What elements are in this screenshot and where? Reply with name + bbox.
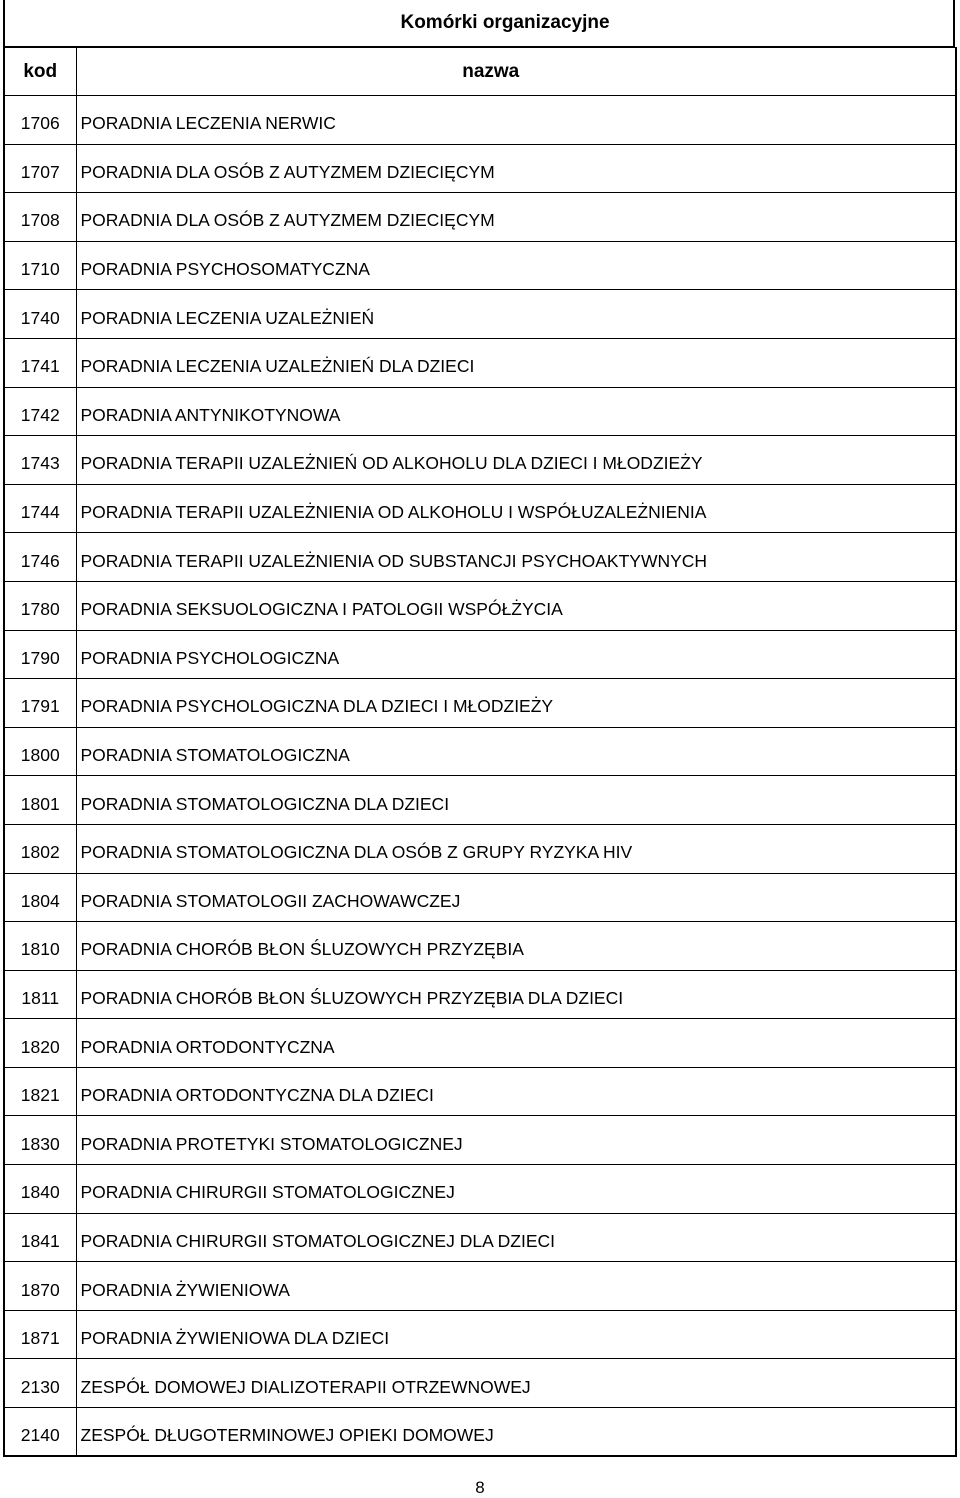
unit-code-cell: 1871 — [4, 1310, 76, 1359]
unit-name-cell: PORADNIA PSYCHOSOMATYCZNA — [76, 241, 956, 290]
unit-code-cell: 1707 — [4, 144, 76, 193]
unit-name-cell: ZESPÓŁ DŁUGOTERMINOWEJ OPIEKI DOMOWEJ — [76, 1408, 956, 1457]
unit-name-cell: PORADNIA PROTETYKI STOMATOLOGICZNEJ — [76, 1116, 956, 1165]
page-number: 8 — [475, 1478, 485, 1497]
unit-code-cell: 1791 — [4, 679, 76, 728]
table-header-row — [4, 48, 956, 96]
table-row — [4, 484, 956, 533]
table-row — [4, 970, 956, 1019]
column-header-name: nazwa — [76, 48, 956, 96]
table-row — [4, 1019, 956, 1068]
unit-name-cell: PORADNIA CHIRURGII STOMATOLOGICZNEJ — [76, 1165, 956, 1214]
table-row — [4, 873, 956, 922]
unit-code-cell: 1801 — [4, 776, 76, 825]
unit-name-cell: PORADNIA ORTODONTYCZNA DLA DZIECI — [76, 1067, 956, 1116]
unit-code-cell: 1746 — [4, 533, 76, 582]
unit-name-cell: PORADNIA PSYCHOLOGICZNA DLA DZIECI I MŁODZIEŻY — [76, 679, 956, 728]
unit-code-cell: 1811 — [4, 970, 76, 1019]
table-row — [4, 338, 956, 387]
unit-code-cell: 1802 — [4, 824, 76, 873]
table-row — [4, 193, 956, 242]
table-row — [4, 1359, 956, 1408]
unit-code-cell: 1742 — [4, 387, 76, 436]
table-row — [4, 776, 956, 825]
unit-code-cell: 2130 — [4, 1359, 76, 1408]
table-title-row — [3, 0, 955, 47]
table-row — [4, 581, 956, 630]
organizational-units-table — [3, 47, 957, 1457]
unit-name-cell: PORADNIA CHORÓB BŁON ŚLUZOWYCH PRZYZĘBIA — [76, 922, 956, 971]
unit-code-cell: 1804 — [4, 873, 76, 922]
unit-code-cell: 1790 — [4, 630, 76, 679]
unit-name-cell: PORADNIA LECZENIA NERWIC — [76, 96, 956, 145]
unit-name-cell: PORADNIA TERAPII UZALEŻNIENIA OD SUBSTANCJI PSYCHOAKTYWNYCH — [76, 533, 956, 582]
unit-name-cell: PORADNIA TERAPII UZALEŻNIENIA OD ALKOHOLU I WSPÓŁUZALEŻNIENIA — [76, 484, 956, 533]
table-row — [4, 436, 956, 485]
table-row — [4, 290, 956, 339]
unit-code-cell: 1744 — [4, 484, 76, 533]
unit-name-cell: ZESPÓŁ DOMOWEJ DIALIZOTERAPII OTRZEWNOWEJ — [76, 1359, 956, 1408]
unit-name-cell: PORADNIA DLA OSÓB Z AUTYZMEM DZIECIĘCYM — [76, 193, 956, 242]
unit-code-cell: 1800 — [4, 727, 76, 776]
table-row — [4, 1408, 956, 1457]
unit-code-cell: 2140 — [4, 1408, 76, 1457]
unit-name-cell: PORADNIA LECZENIA UZALEŻNIEŃ — [76, 290, 956, 339]
table-row — [4, 1213, 956, 1262]
unit-name-cell: PORADNIA CHIRURGII STOMATOLOGICZNEJ DLA DZIECI — [76, 1213, 956, 1262]
unit-name-cell: PORADNIA ŻYWIENIOWA DLA DZIECI — [76, 1310, 956, 1359]
table-row — [4, 1165, 956, 1214]
unit-code-cell: 1830 — [4, 1116, 76, 1165]
unit-code-cell: 1706 — [4, 96, 76, 145]
table-body — [4, 96, 956, 1457]
unit-name-cell: PORADNIA LECZENIA UZALEŻNIEŃ DLA DZIECI — [76, 338, 956, 387]
unit-code-cell: 1840 — [4, 1165, 76, 1214]
unit-code-cell: 1708 — [4, 193, 76, 242]
unit-name-cell: PORADNIA STOMATOLOGII ZACHOWAWCZEJ — [76, 873, 956, 922]
table-row — [4, 533, 956, 582]
unit-name-cell: PORADNIA STOMATOLOGICZNA DLA OSÓB Z GRUPY RYZYKA HIV — [76, 824, 956, 873]
table-row — [4, 1310, 956, 1359]
table-row — [4, 824, 956, 873]
table-row — [4, 922, 956, 971]
unit-name-cell: PORADNIA ANTYNIKOTYNOWA — [76, 387, 956, 436]
unit-name-cell: PORADNIA ŻYWIENIOWA — [76, 1262, 956, 1311]
unit-code-cell: 1780 — [4, 581, 76, 630]
table-row — [4, 144, 956, 193]
table-row — [4, 1262, 956, 1311]
table-row — [4, 1116, 956, 1165]
table-row — [4, 1067, 956, 1116]
unit-code-cell: 1741 — [4, 338, 76, 387]
unit-code-cell: 1841 — [4, 1213, 76, 1262]
unit-code-cell: 1710 — [4, 241, 76, 290]
column-header-code: kod — [4, 48, 76, 96]
document-sheet — [3, 0, 955, 1457]
unit-name-cell: PORADNIA STOMATOLOGICZNA DLA DZIECI — [76, 776, 956, 825]
unit-name-cell: PORADNIA DLA OSÓB Z AUTYZMEM DZIECIĘCYM — [76, 144, 956, 193]
unit-name-cell: PORADNIA CHORÓB BŁON ŚLUZOWYCH PRZYZĘBIA DLA DZIECI — [76, 970, 956, 1019]
table-title: Komórki organizacyjne — [400, 12, 610, 33]
unit-code-cell: 1821 — [4, 1067, 76, 1116]
table-row — [4, 241, 956, 290]
unit-name-cell: PORADNIA PSYCHOLOGICZNA — [76, 630, 956, 679]
table-row — [4, 96, 956, 145]
unit-name-cell: PORADNIA TERAPII UZALEŻNIEŃ OD ALKOHOLU DLA DZIECI I MŁODZIEŻY — [76, 436, 956, 485]
table-row — [4, 387, 956, 436]
unit-code-cell: 1740 — [4, 290, 76, 339]
unit-code-cell: 1810 — [4, 922, 76, 971]
unit-code-cell: 1820 — [4, 1019, 76, 1068]
table-row — [4, 679, 956, 728]
unit-code-cell: 1743 — [4, 436, 76, 485]
unit-name-cell: PORADNIA SEKSUOLOGICZNA I PATOLOGII WSPÓŁŻYCIA — [76, 581, 956, 630]
unit-name-cell: PORADNIA ORTODONTYCZNA — [76, 1019, 956, 1068]
table-row — [4, 727, 956, 776]
unit-name-cell: PORADNIA STOMATOLOGICZNA — [76, 727, 956, 776]
table-row — [4, 630, 956, 679]
unit-code-cell: 1870 — [4, 1262, 76, 1311]
